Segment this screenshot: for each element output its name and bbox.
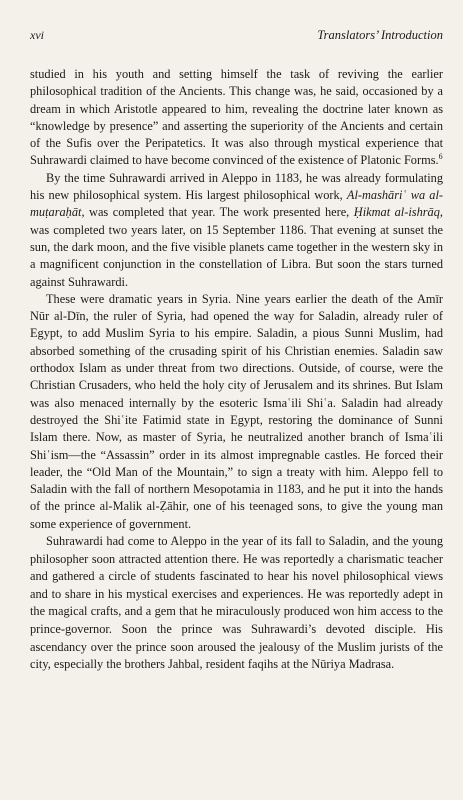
paragraph-4 [30,533,443,674]
running-title: Translators’ Introduction [317,28,443,42]
paragraph-text: These were dramatic years in Syria. Nine years earlier the death of the Amīr Nūr al-Dīn, the ruler of Syria, had opened the way for Saladin, already ruler of Egypt, to add Muslim Syria to his empire. Saladin, a pious Sunni Muslim, had absorbed something of the crusading spirit of his Christian enemies. Saladin saw orthodox Islam as under threat from two directions. Outside, of course, were the Christian Crusaders, who held the holy city of Jerusalem and its shrines. But Islam was also menaced internally by the esoteric Ismaʿili Shiʿa. Saladin had already destroyed the Shiʿite Fatimid state in Egypt, restoring the dominance of Sunni Islam there. Now, as master of Syria, he neutralized another branch of Ismaʿili Shiʿism—the “Assassin” order in its almost impregnable castles. He forced their leader, the “Old Man of the Mountain,” to sign a treaty with him. Aleppo fell to Saladin with the fall of northern Mesopotamia in 1183, and he put it into the hands of the prince al-Malik al-Ẓāhir, one of his teenaged sons, to give the young man some experience of government. [30,291,443,531]
paragraph-text: , was completed that year. The work presented here, [81,205,354,220]
paragraph-2 [30,170,443,291]
work-title: Ḥikmat al-ishrāq [353,205,440,220]
footnote-marker: 6 [438,152,443,162]
work-title: Al-mashāriʿ wa al-muṭaraḥāt [30,188,443,220]
body-text [30,66,443,674]
page-number: xvi [30,28,44,42]
paragraph-1 [30,66,443,170]
paragraph-text: , was completed two years later, on 15 September 1186. That evening at sunset the sun, the dark moon, and the five visible planets came together in the western sky in a magnificent conjunction in the constellation of Libra. But soon the stars turned against Suhrawardi. [30,205,443,289]
paragraph-text: By the time Suhrawardi arrived in Aleppo in 1183, he was already formulating his new philosophical system. His largest philosophical work, [30,170,443,203]
paragraph-3 [30,291,443,533]
paragraph-text: studied in his youth and setting himself the task of reviving the earlier philosophical tradition of the Ancients. This change was, he said, occasioned by a dream in which Aristotle appeared to him, revealing the doctrine later known as “knowledge by presence” and asserting the superiority of the Ancients and certain of the Sufis over the Peripatetics. It was also through mystical experience that Suhrawardi claimed to have become convinced of the existence of Platonic Forms. [30,67,443,168]
paragraph-text: Suhrawardi had come to Aleppo in the year of its fall to Saladin, and the young philosopher soon attracted attention there. He was reportedly a charismatic teacher and gathered a circle of students fascinated to hear his novel philosophical views and to share in his mystical exercises and experiences. He was reportedly adept in the magical crafts, and a gem that he miraculously produced won him access to the prince-governor. Soon the prince was Suhrawardi’s devoted disciple. His ascendancy over the prince soon aroused the jealousy of the Muslim jurists of the city, especially the brothers Jahbal, resident faqihs at the Nūriya Madrasa. [30,534,443,672]
running-head [30,28,443,43]
